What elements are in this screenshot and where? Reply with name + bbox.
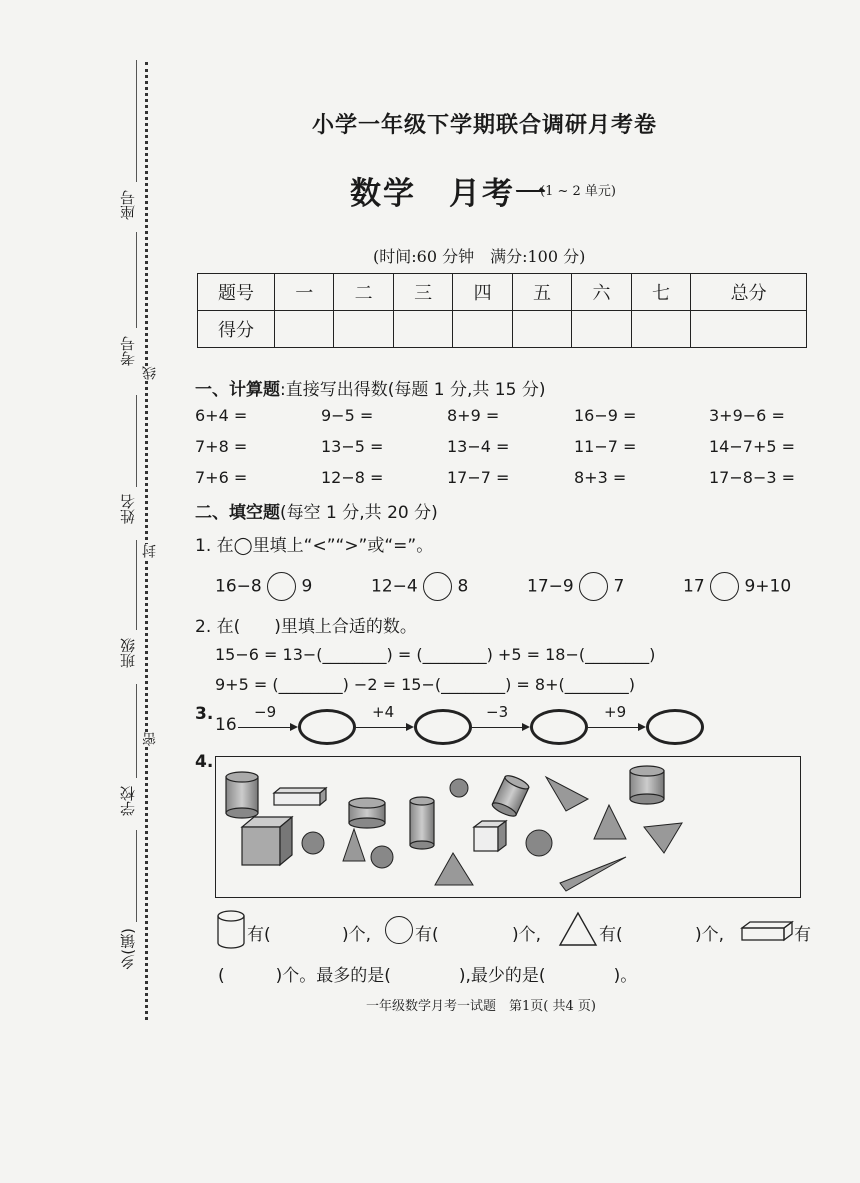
score-row-label: 得分 bbox=[198, 311, 275, 348]
unit-range: (1 ~ 2 单元) bbox=[540, 184, 616, 199]
chain-oval[interactable] bbox=[646, 709, 704, 745]
answer-line-2[interactable]: ( )个。最多的是( ),最少的是( )。 bbox=[218, 966, 638, 986]
chain-op: +4 bbox=[372, 703, 395, 721]
cylinder-shape bbox=[410, 797, 434, 849]
table-header-cell: 六 bbox=[572, 274, 631, 311]
cut-line bbox=[145, 62, 148, 1020]
score-cell[interactable] bbox=[691, 311, 807, 348]
calc-item: 7+8 = bbox=[195, 437, 248, 456]
compare-item bbox=[371, 572, 468, 601]
table-header-cell: 二 bbox=[334, 274, 393, 311]
section1-title: 一、计算题 bbox=[195, 380, 280, 400]
town-label: 乡(镇) bbox=[119, 928, 137, 970]
chain-oval[interactable] bbox=[530, 709, 588, 745]
calc-item: 17−7 = bbox=[447, 468, 510, 487]
q2-equation-line[interactable]: 15−6 = 13−(________) = (________) +5 = 18−(________) bbox=[215, 645, 656, 664]
triangle-shape bbox=[546, 777, 588, 811]
shapes-picture bbox=[215, 756, 801, 898]
cylinder-shape bbox=[349, 798, 385, 828]
cuboid-icon bbox=[740, 920, 794, 942]
answer-blank-text: 有 bbox=[794, 925, 811, 945]
compare-circle[interactable] bbox=[423, 572, 452, 601]
score-table-header-row bbox=[198, 274, 807, 311]
seat-blank bbox=[136, 60, 138, 182]
q2-prompt: 2. 在( )里填上合适的数。 bbox=[195, 617, 417, 637]
exam-no-label: 考号 bbox=[119, 336, 137, 366]
town-blank bbox=[136, 830, 138, 922]
score-cell[interactable] bbox=[512, 311, 571, 348]
sphere-shape bbox=[302, 832, 324, 854]
section2-heading bbox=[195, 498, 438, 523]
compare-left: 17 bbox=[683, 576, 705, 597]
compare-circle[interactable] bbox=[267, 572, 296, 601]
exam-no-blank bbox=[136, 232, 138, 328]
seal-mark-seal: 封 bbox=[142, 544, 158, 558]
chain-arrow bbox=[472, 727, 528, 728]
section1-heading bbox=[195, 375, 545, 400]
seal-mark-line: 线 bbox=[142, 366, 158, 380]
table-header-cell: 总分 bbox=[691, 274, 807, 311]
compare-left: 12−4 bbox=[371, 576, 418, 597]
calc-item: 7+6 = bbox=[195, 468, 248, 487]
triangle-shape bbox=[435, 853, 473, 885]
chain-arrow bbox=[238, 727, 296, 728]
class-label: 班级 bbox=[119, 638, 137, 668]
compare-item bbox=[683, 572, 791, 601]
q3-number: 3. bbox=[195, 704, 214, 724]
calc-item: 8+9 = bbox=[447, 406, 500, 425]
compare-circle[interactable] bbox=[710, 572, 739, 601]
class-blank bbox=[136, 540, 138, 630]
answer-blank-text[interactable]: 有( bbox=[599, 925, 623, 945]
answer-blank-text: )个, bbox=[512, 925, 542, 945]
q4-number: 4. bbox=[195, 752, 214, 772]
school-label: 学校 bbox=[119, 786, 137, 816]
answer-blank-text[interactable]: 有( bbox=[415, 925, 439, 945]
calc-item: 9−5 = bbox=[321, 406, 374, 425]
compare-right: 9+10 bbox=[744, 576, 792, 597]
chain-arrow bbox=[356, 727, 412, 728]
school-blank bbox=[136, 684, 138, 778]
cuboid-shape bbox=[242, 817, 292, 865]
score-cell[interactable] bbox=[572, 311, 631, 348]
cylinder-shape bbox=[630, 766, 664, 804]
calc-item: 11−7 = bbox=[574, 437, 637, 456]
score-cell[interactable] bbox=[453, 311, 512, 348]
answer-blank-text: )个, bbox=[695, 925, 725, 945]
calc-item: 12−8 = bbox=[321, 468, 384, 487]
table-header-cell: 七 bbox=[631, 274, 690, 311]
name-blank bbox=[136, 395, 138, 487]
score-cell[interactable] bbox=[275, 311, 334, 348]
chain-oval[interactable] bbox=[298, 709, 356, 745]
seat-label: 座号 bbox=[119, 190, 137, 220]
compare-left: 16−8 bbox=[215, 576, 262, 597]
triangle-shape bbox=[644, 823, 682, 853]
cylinder-shape bbox=[226, 772, 258, 818]
compare-right: 7 bbox=[613, 576, 625, 597]
q1-prompt: 1. 在◯里填上“<”“>”或“=”。 bbox=[195, 536, 434, 556]
calc-item: 17−8−3 = bbox=[709, 468, 796, 487]
cylinder-shape bbox=[491, 773, 531, 818]
chain-arrow bbox=[588, 727, 644, 728]
table-header-cell: 三 bbox=[393, 274, 452, 311]
table-header-cell: 一 bbox=[275, 274, 334, 311]
calc-item: 13−5 = bbox=[321, 437, 384, 456]
compare-right: 8 bbox=[457, 576, 469, 597]
sphere-shape bbox=[450, 779, 468, 797]
compare-item bbox=[215, 572, 312, 601]
triangle-icon bbox=[558, 910, 598, 948]
compare-item bbox=[527, 572, 624, 601]
triangle-shape bbox=[594, 805, 626, 839]
q2-equation-line[interactable]: 9+5 = (________) −2 = 15−(________) = 8+(________) bbox=[215, 675, 635, 694]
answer-blank-text: )个, bbox=[342, 925, 372, 945]
sphere-shape bbox=[526, 830, 552, 856]
sphere-shape bbox=[371, 846, 393, 868]
cuboid-shape bbox=[474, 821, 506, 851]
calc-item: 3+9−6 = bbox=[709, 406, 785, 425]
score-table-score-row bbox=[198, 311, 807, 348]
answer-blank-text[interactable]: 有( bbox=[247, 925, 271, 945]
calc-item: 14−7+5 = bbox=[709, 437, 796, 456]
table-header-cell: 题号 bbox=[198, 274, 275, 311]
score-table bbox=[197, 273, 807, 348]
calc-item: 8+3 = bbox=[574, 468, 627, 487]
table-header-cell: 五 bbox=[512, 274, 571, 311]
cuboid-shape bbox=[274, 788, 326, 805]
score-cell[interactable] bbox=[393, 311, 452, 348]
time-score-info: (时间:60 分钟 满分:100 分) bbox=[373, 247, 586, 266]
compare-circle[interactable] bbox=[579, 572, 608, 601]
chain-oval[interactable] bbox=[414, 709, 472, 745]
chain-op: +9 bbox=[604, 703, 627, 721]
chain-op: −9 bbox=[254, 703, 277, 721]
page-footer: 一年级数学月考一试题 第1页( 共4 页) bbox=[366, 999, 596, 1014]
section2-desc: (每空 1 分,共 20 分) bbox=[280, 503, 438, 523]
score-cell[interactable] bbox=[334, 311, 393, 348]
section1-desc: :直接写出得数(每题 1 分,共 15 分) bbox=[280, 380, 546, 400]
triangle-shape bbox=[560, 857, 626, 891]
calc-item: 6+4 = bbox=[195, 406, 248, 425]
cylinder-icon bbox=[216, 910, 246, 950]
score-cell[interactable] bbox=[631, 311, 690, 348]
chain-op: −3 bbox=[486, 703, 509, 721]
name-label: 姓名 bbox=[119, 494, 137, 524]
circle-icon bbox=[385, 916, 413, 944]
section2-title: 二、填空题 bbox=[195, 503, 280, 523]
chain-start: 16 bbox=[215, 715, 237, 735]
compare-left: 17−9 bbox=[527, 576, 574, 597]
table-header-cell: 四 bbox=[453, 274, 512, 311]
exam-title: 小学一年级下学期联合调研月考卷 bbox=[312, 112, 658, 138]
calc-item: 13−4 = bbox=[447, 437, 510, 456]
calc-item: 16−9 = bbox=[574, 406, 637, 425]
compare-right: 9 bbox=[301, 576, 313, 597]
shapes-illustration bbox=[216, 757, 800, 897]
subject-title: 数学 月考一 bbox=[350, 176, 548, 212]
seal-mark-secret: 密 bbox=[142, 732, 158, 746]
triangle-shape bbox=[343, 829, 365, 861]
